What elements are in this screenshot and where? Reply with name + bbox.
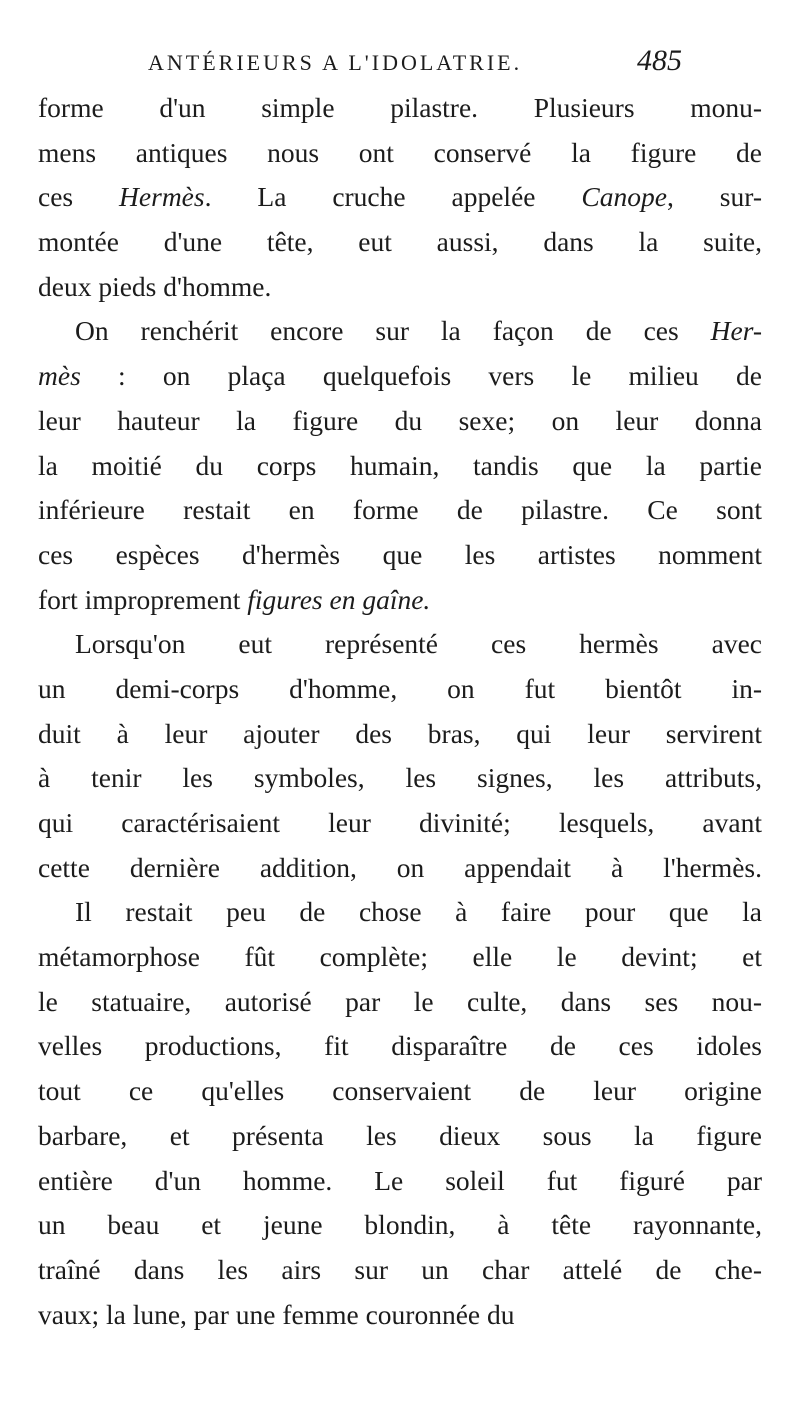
text-line <box>38 1248 762 1293</box>
text-segment: duit à leur ajouter des bras, qui leur servirent <box>38 717 762 749</box>
text-line <box>38 1293 762 1338</box>
text-segment: la moitié du corps humain, tandis que la partie <box>38 449 762 481</box>
text-segment: le statuaire, autorisé par le culte, dans ses nou- <box>38 985 762 1017</box>
text-segment: velles productions, fit disparaître de ces idoles <box>38 1030 762 1062</box>
body-text <box>38 86 762 1337</box>
page-number: 485 <box>637 44 682 77</box>
text-line <box>38 1069 762 1114</box>
text-line <box>38 1159 762 1204</box>
text-segment: fort improprement <box>38 583 248 615</box>
text-line <box>38 533 762 578</box>
text-line <box>38 980 762 1025</box>
text-segment: ces <box>38 181 120 213</box>
text-line <box>38 444 762 489</box>
text-line <box>38 399 762 444</box>
text-segment: tout ce qu'elles conservaient de leur origine <box>38 1075 762 1107</box>
text-segment: Il restait peu de chose à faire pour que la <box>75 896 762 928</box>
text-line <box>38 220 762 265</box>
italic-segment: mès <box>38 360 81 392</box>
page-header <box>148 44 682 84</box>
text-segment: un beau et jeune blondin, à tête rayonnante, <box>38 1209 762 1241</box>
text-line <box>38 756 762 801</box>
text-line <box>38 488 762 533</box>
italic-segment: figures en gaîne. <box>247 583 431 615</box>
text-segment: ces espèces d'hermès que les artistes nomment <box>38 538 762 570</box>
text-line <box>38 890 762 935</box>
text-segment: traîné dans les airs sur un char attelé de che- <box>38 1253 762 1285</box>
text-line <box>38 131 762 176</box>
italic-segment: Canope <box>581 181 667 213</box>
italic-segment: Hermès <box>119 181 205 213</box>
text-line <box>38 801 762 846</box>
text-line <box>38 309 762 354</box>
text-segment: à tenir les symboles, les signes, les attributs, <box>38 762 762 794</box>
running-title: ANTÉRIEURS A L'IDOLATRIE. <box>148 50 523 75</box>
text-line <box>38 265 762 310</box>
text-segment: barbare, et présenta les dieux sous la figure <box>38 1119 762 1151</box>
text-line <box>38 1024 762 1069</box>
text-line <box>38 175 762 220</box>
text-segment: deux pieds d'homme. <box>38 270 272 302</box>
text-line <box>38 622 762 667</box>
text-line <box>38 578 762 623</box>
text-line <box>38 86 762 131</box>
text-segment: vaux; la lune, par une femme couronnée du <box>38 1298 515 1330</box>
text-segment: qui caractérisaient leur divinité; lesquels, avant <box>38 807 762 838</box>
text-segment: cette dernière addition, on appendait à l'hermès. <box>38 851 762 883</box>
text-line <box>38 712 762 757</box>
text-segment: montée d'une tête, eut aussi, dans la suite, <box>38 226 762 258</box>
text-segment: métamorphose fût complète; elle le devint; et <box>38 941 762 973</box>
text-segment: : on plaça quelquefois vers le milieu de <box>80 360 762 392</box>
text-line <box>38 667 762 712</box>
text-segment: , sur- <box>666 181 763 213</box>
text-line <box>38 935 762 980</box>
text-line <box>38 846 762 891</box>
text-segment: inférieure restait en forme de pilastre. Ce sont <box>38 494 762 526</box>
italic-segment: Her- <box>710 315 762 347</box>
text-segment: entière d'un homme. Le soleil fut figuré par <box>38 1164 762 1196</box>
text-segment: mens antiques nous ont conservé la figure de <box>38 136 762 168</box>
text-segment: leur hauteur la figure du sexe; on leur donna <box>38 404 762 436</box>
text-segment: . La cruche appelée <box>204 181 582 213</box>
text-line <box>38 1203 762 1248</box>
text-segment: On renchérit encore sur la façon de ces <box>75 315 711 347</box>
text-segment: forme d'un simple pilastre. Plusieurs monu- <box>38 92 762 123</box>
text-line <box>38 354 762 399</box>
text-segment: Lorsqu'on eut représenté ces hermès avec <box>75 628 762 660</box>
text-segment: un demi-corps d'homme, on fut bientôt in- <box>38 672 762 704</box>
text-line <box>38 1114 762 1159</box>
